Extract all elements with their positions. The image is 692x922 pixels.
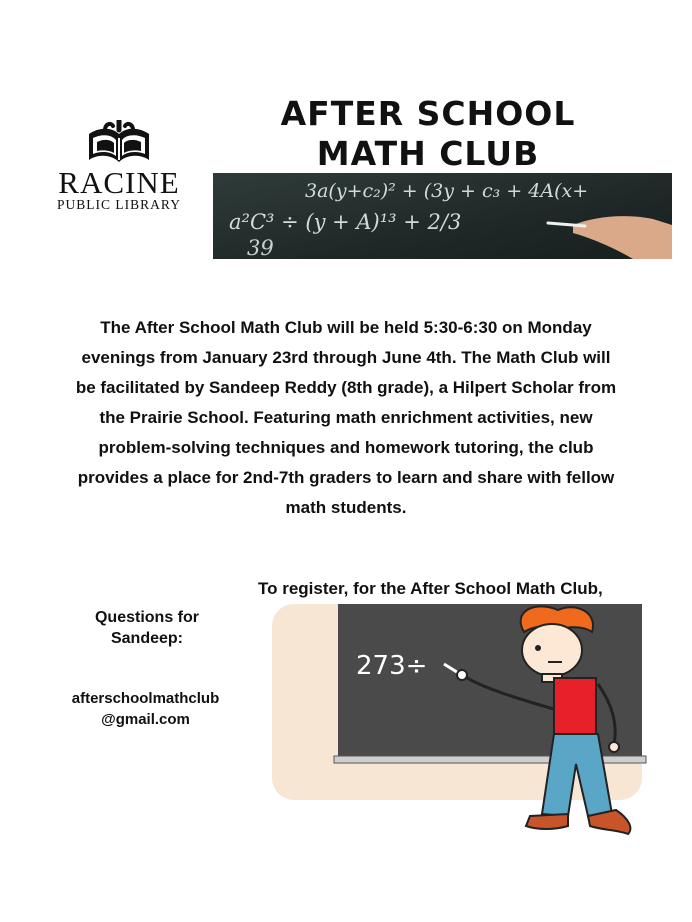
questions-heading xyxy=(62,607,232,649)
register-text: To register, for the After School Math Club, xyxy=(258,579,603,598)
description-line: math students. xyxy=(285,498,407,517)
open-book-icon xyxy=(85,120,153,166)
title-line-2: MATH CLUB xyxy=(316,134,540,173)
left-shoe xyxy=(526,814,568,829)
description-line: provides a place for 2nd-7th graders to learn and share with fellow xyxy=(77,468,615,487)
page-title xyxy=(258,94,598,174)
email-line-2: @gmail.com xyxy=(101,711,190,728)
board-equation: 273÷ xyxy=(356,651,428,681)
student-at-chalkboard-illustration xyxy=(272,604,652,844)
formula-line-2: a²C³ ÷ (y + A)¹³ + 2/3 xyxy=(229,210,462,234)
library-name: RACINE xyxy=(58,165,180,200)
left-hand xyxy=(609,742,619,752)
description-line: The After School Math Club will be held 5:30-6:30 on Monday xyxy=(100,318,592,337)
eye xyxy=(535,645,541,651)
library-subtitle: PUBLIC LIBRARY xyxy=(57,197,181,212)
description xyxy=(30,313,662,523)
formula-line-1: 3a(y+c₂)² + (3y + c₃ + 4A(x+ xyxy=(305,180,589,202)
description-line: evenings from January 23rd through June 4th. The Math Club will xyxy=(81,348,611,367)
chalkboard-photo xyxy=(213,173,672,259)
head xyxy=(522,624,582,676)
library-logo xyxy=(44,120,194,212)
description-line: be facilitated by Sandeep Reddy (8th grade), a Hilpert Scholar from xyxy=(75,378,617,397)
questions-line-1: Questions for xyxy=(94,609,199,626)
contact-email[interactable] xyxy=(38,688,253,730)
formula-line-3: 39 xyxy=(247,236,274,259)
title-line-1: AFTER SCHOOL xyxy=(280,94,576,133)
shirt xyxy=(554,678,596,734)
hand xyxy=(457,670,467,680)
questions-line-2: Sandeep: xyxy=(110,630,183,647)
email-line-1: afterschoolmathclub xyxy=(71,690,220,707)
description-line: problem-solving techniques and homework tutoring, the club xyxy=(98,438,594,457)
description-line: the Prairie School. Featuring math enrichment activities, new xyxy=(99,408,593,427)
